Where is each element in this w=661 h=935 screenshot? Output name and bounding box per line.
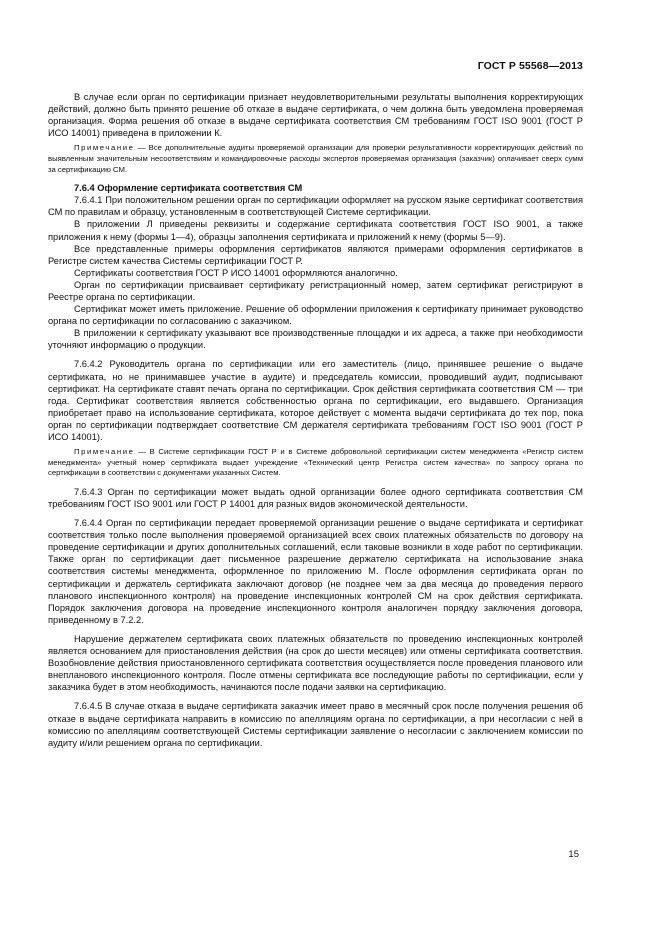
note-registration-number	[48, 447, 583, 479]
paragraph-attachment-content: В приложении к сертификату указывают все производственные площадки и их адреса, а также при необходимости уточняют информацию о продукции.	[48, 328, 583, 351]
section-title: 7.6.4 Оформление сертификата соответствия СМ	[74, 183, 303, 194]
note-text: — В Системе сертификации ГОСТ Р и в Системе добровольной сертификации систем менеджмента «Регистр систем менеджмента» учетный номер сертификата выдает учреждение «Технический центр Регистра систем качества» по запросу органа по сертификации в соответствии с документами указанных Систем.	[48, 447, 583, 478]
paragraph-refusal: В случае если орган по сертификации признает неудовлетворительными результаты выполнения корректирующих действий, должно быть принято решение об отказе в выдаче сертификата, о чем должна быть уведомлена проверяемая организация. Форма решения об отказе в выдаче сертификата соответствия СМ требованиям ГОСТ ISO 9001 (ГОСТ Р ИСО 14001) приведена в приложении К.	[48, 92, 583, 139]
page-number: 15	[568, 849, 579, 860]
paragraph-attachment: Сертификат может иметь приложение. Решение об оформлении приложения к сертификату принимает руководство органа по сертификации по согласованию с заказчиком.	[48, 304, 583, 327]
note-additional-audits	[48, 143, 583, 175]
paragraph-payment-violation: Нарушение держателем сертификата своих платежных обязательств по проведению инспекционных контролей является основанием для приостановления действия (на срок до шести месяцев) или отмены сертификата соответствия. Возобновление действия приостановленного сертификата соответствия осуществляется после проведения планового или внепланового инспекционного контроля. После отмены сертификата все последующие работы по сертификации, если у заказчика будет в этом необходимость, начинаются после подачи заявки на сертификацию.	[48, 633, 583, 693]
paragraph-registration: Орган по сертификации присваивает сертификату регистрационный номер, затем сертификат регистрируют в Реестре органа по сертификации.	[48, 279, 583, 302]
standard-code-header: ГОСТ Р 55568—2013	[477, 60, 583, 72]
document-body	[48, 91, 583, 749]
paragraph-7-6-4-2: 7.6.4.2 Руководитель органа по сертификации или его заместитель (лицо, принявшее решение о выдаче сертификата, но не принимавшее участие в аудите) и председатель комиссии, проводивший аудит, подписывают сертификат. На сертификате ставят печать органа по сертификации. Срок действия сертификата соответствия СМ — три года. Сертификат соответствия является собственностью органа по сертификации, его выдавшего. Организация приобретает право на использование сертификата, которое действует с момента выдачи сертификата до тех пор, пока орган по сертификации подтверждает соответствие СМ держателя сертификата требованиям ГОСТ ISO 9001 (ГОСТ Р ИСО 14001).	[48, 359, 583, 443]
paragraph-appendix-l: В приложении Л приведены реквизиты и содержание сертификата соответствия ГОСТ ISO 9001, а также приложения к нему (формы 1—4), образцы заполнения сертификата и приложений к нему (формы 5—9).	[48, 219, 583, 242]
paragraph-7-6-4-1: 7.6.4.1 При положительном решении орган по сертификации оформляет на русском языке сертификат соответствия СМ по правилам и образцу, установленным в соответствующей Системе сертификации.	[48, 195, 583, 218]
paragraph-7-6-4-5: 7.6.4.5 В случае отказа в выдаче сертификата заказчик имеет право в месячный срок после получения решения об отказе в выдаче сертификата направить в комиссию по апелляциям органа по сертификации, а при несогласии с ней в комиссию по апелляциям соответствующей Системы сертификации заявление о несогласии с заключением комиссии по аудиту и/или решением органа по сертификации.	[48, 701, 583, 748]
note-label: Примечание	[74, 447, 135, 457]
paragraph-examples: Все представленные примеры оформления сертификатов являются примерами оформления сертификатов в Регистре систем качества Системы сертификации ГОСТ Р.	[48, 243, 583, 266]
paragraph-7-6-4-4: 7.6.4.4 Орган по сертификации передает проверяемой организации решение о выдаче сертификата и сертификат соответствия только после выполнения проверяемой организацией всех своих платежных обязательств по договору на проведение сертификации и других дополнительных соглашений, если таковые возникли в ходе работ по сертификации. Также орган по сертификации дает письменное разрешение держателю сертификата на использование знака соответствия системы менеджмента, оформленное по приложению М. После оформления сертификата орган по сертификации и держатель сертификата заключают договор (не позднее чем за два месяца до проведения первого планового инспекционного контроля) на проведение инспекционных контролей СМ на срок действия сертификата. Порядок заключения договора на проведение инспекционного контроля аналогичен порядку заключения договора, приведенному в 7.2.2.	[48, 518, 583, 625]
note-text: — Все дополнительные аудиты проверяемой организации для проверки результативности корректирующих действий по выявленным значительным несоответствиям и командировочные расходы экспертов проверяемая организация (заказчик) оплачивает сверх сумм за сертификацию СМ.	[48, 143, 583, 174]
paragraph-iso-14001: Сертификаты соответствия ГОСТ Р ИСО 14001 оформляются аналогично.	[74, 267, 398, 278]
note-label: Примечание	[74, 143, 135, 153]
paragraph-7-6-4-3: 7.6.4.3 Орган по сертификации может выдать одной организации более одного сертификата соответствия СМ требованиям ГОСТ ISO 9001 или ГОСТ Р 14001 для разных видов экономической деятельности.	[48, 486, 583, 509]
